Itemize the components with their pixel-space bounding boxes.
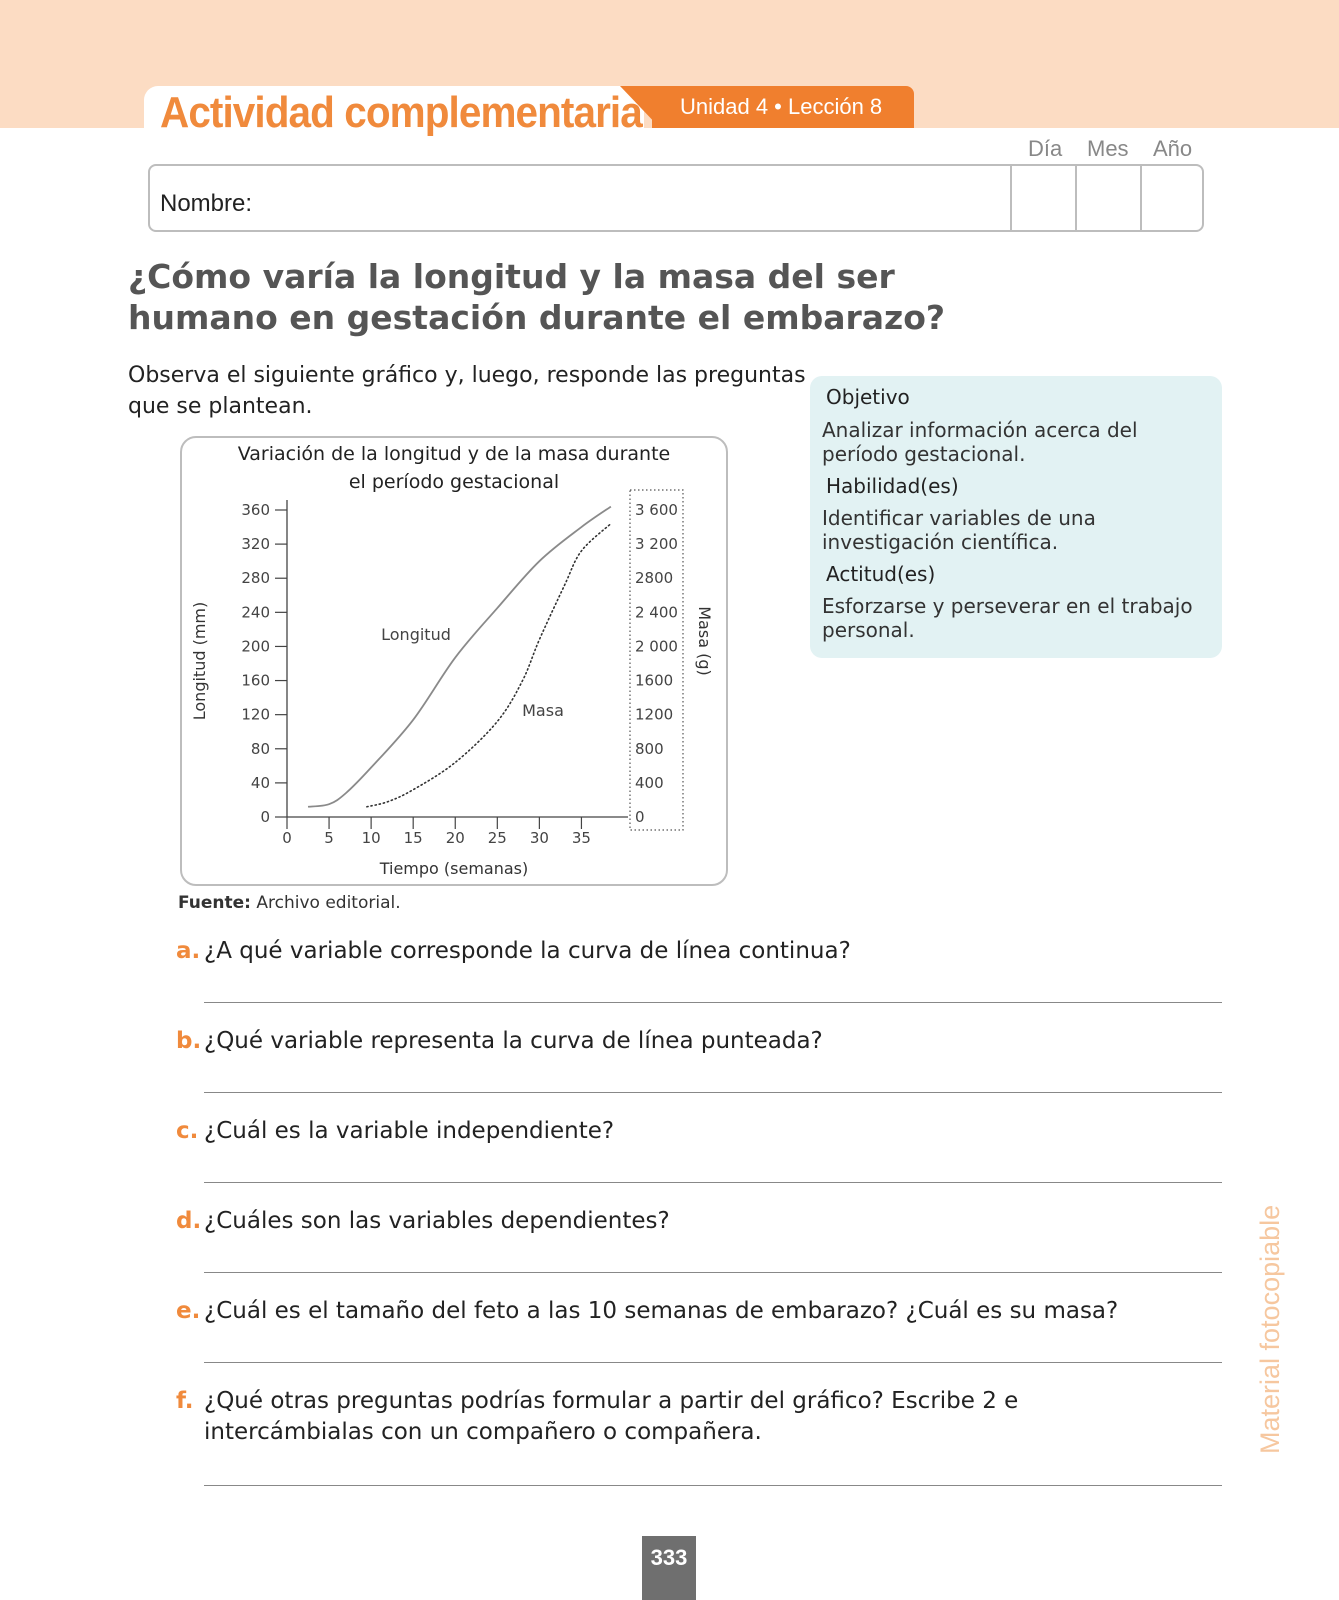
y-axis-left-label: Longitud (mm) — [190, 601, 209, 721]
question-letter: f. — [176, 1388, 194, 1414]
x-tick-label: 20 — [445, 829, 465, 847]
activity-title: Actividad complementaria — [160, 88, 642, 137]
y-right-tick-label: 3 600 — [635, 501, 678, 519]
y-left-tick-label: 360 — [241, 501, 270, 519]
x-tick-label: 15 — [403, 829, 423, 847]
month-field-divider — [1075, 164, 1077, 232]
y-right-tick-label: 2800 — [635, 569, 674, 588]
answer-line-d[interactable] — [204, 1272, 1222, 1273]
y-right-tick-label: 1200 — [635, 705, 674, 724]
intro-text: Observa el siguiente gráfico y, luego, responde las preguntas que se plantean. — [128, 363, 806, 419]
x-axis-label: Tiempo (semanas) — [379, 859, 529, 878]
day-field-divider — [1010, 164, 1012, 232]
y-left-tick-label: 40 — [250, 773, 270, 792]
question-f — [176, 1386, 1216, 1448]
name-field[interactable] — [148, 164, 1204, 232]
y-right-tick-label: 0 — [635, 808, 645, 826]
question-text: ¿A qué variable corresponde la curva de línea continua? — [204, 938, 851, 964]
x-tick-label: 10 — [361, 829, 381, 847]
unit-lesson-label: Unidad 4 • Lección 8 — [680, 94, 883, 119]
objective-text: Analizar información acerca del período gestacional. — [822, 418, 1138, 466]
x-tick-label: 25 — [487, 829, 507, 847]
x-tick-label: 0 — [282, 829, 292, 847]
y-left-tick-label: 320 — [241, 535, 270, 554]
page-title-line-2: humano en gestación durante el embarazo? — [128, 298, 946, 337]
y-right-tick-label: 3 200 — [635, 535, 678, 554]
y-left-tick-label: 200 — [241, 637, 270, 656]
question-text: ¿Qué variable representa la curva de línea punteada? — [204, 1028, 823, 1054]
y-left-tick-label: 0 — [260, 808, 270, 826]
question-letter: a. — [176, 938, 201, 964]
x-tick-label: 30 — [529, 829, 549, 847]
y-left-tick-label: 80 — [250, 739, 270, 758]
side-photocopy-label: Material fotocopiable — [1255, 1204, 1285, 1454]
series-line-masa — [367, 524, 611, 807]
y-right-tick-label: 1600 — [635, 671, 674, 690]
skills-heading: Habilidad(es) — [826, 474, 959, 498]
attitude-text: Esforzarse y perseverar en el trabajo personal. — [822, 594, 1193, 642]
y-left-tick-label: 160 — [241, 671, 270, 690]
name-label: Nombre: — [160, 190, 253, 217]
date-day-label: Día — [1028, 136, 1063, 161]
y-axis-right-label: Masa (g) — [695, 606, 714, 676]
question-letter: b. — [176, 1028, 202, 1054]
page-title-line-1: ¿Cómo varía la longitud y la masa del ser — [128, 257, 895, 296]
attitude-heading: Actitud(es) — [826, 562, 936, 586]
skills-text: Identificar variables de una investigación científica. — [822, 506, 1096, 554]
question-a — [176, 936, 1216, 967]
y-right-tick-label: 2 400 — [635, 603, 678, 622]
objective-heading: Objetivo — [826, 385, 910, 409]
question-text: ¿Cuál es la variable independiente? — [204, 1118, 615, 1144]
chart-title-line-2: el período gestacional — [348, 471, 560, 493]
question-text: ¿Cuáles son las variables dependientes? — [204, 1208, 670, 1234]
date-month-label: Mes — [1087, 136, 1129, 161]
source-text: Archivo editorial. — [250, 893, 401, 913]
gestation-chart — [180, 436, 728, 886]
source-label: Fuente: — [178, 893, 251, 913]
question-text: ¿Cuál es el tamaño del feto a las 10 semanas de embarazo? ¿Cuál es su masa? — [204, 1298, 1119, 1324]
question-d — [176, 1206, 1216, 1237]
question-b — [176, 1026, 1216, 1057]
chart-title-line-1: Variación de la longitud y de la masa durante — [237, 443, 671, 465]
x-tick-label: 5 — [324, 829, 334, 847]
answer-line-f[interactable] — [204, 1485, 1222, 1486]
answer-line-c[interactable] — [204, 1182, 1222, 1183]
y-right-tick-label: 400 — [635, 773, 664, 792]
page-title — [128, 256, 1028, 338]
question-text: ¿Qué otras preguntas podrías formular a partir del gráfico? Escribe 2 e intercámbialas con un compañero o compañera. — [204, 1388, 1019, 1445]
question-letter: d. — [176, 1208, 202, 1234]
series-line-longitud — [308, 507, 611, 807]
date-year-label: Año — [1153, 136, 1193, 161]
question-letter: c. — [176, 1118, 199, 1144]
answer-line-a[interactable] — [204, 1002, 1222, 1003]
y-left-tick-label: 120 — [241, 705, 270, 724]
year-field-divider — [1140, 164, 1142, 232]
y-right-tick-label: 800 — [635, 739, 664, 758]
chart-source — [178, 893, 401, 913]
series-label-longitud: Longitud — [381, 625, 451, 644]
y-right-tick-label: 2 000 — [635, 637, 678, 656]
question-e — [176, 1296, 1216, 1327]
answer-line-b[interactable] — [204, 1092, 1222, 1093]
question-letter: e. — [176, 1298, 201, 1324]
answer-line-e[interactable] — [204, 1362, 1222, 1363]
y-left-tick-label: 280 — [241, 569, 270, 588]
series-label-masa: Masa — [522, 701, 564, 720]
question-c — [176, 1116, 1216, 1147]
page-number: 333 — [642, 1536, 696, 1600]
y-left-tick-label: 240 — [241, 603, 270, 622]
x-tick-label: 35 — [571, 829, 591, 847]
